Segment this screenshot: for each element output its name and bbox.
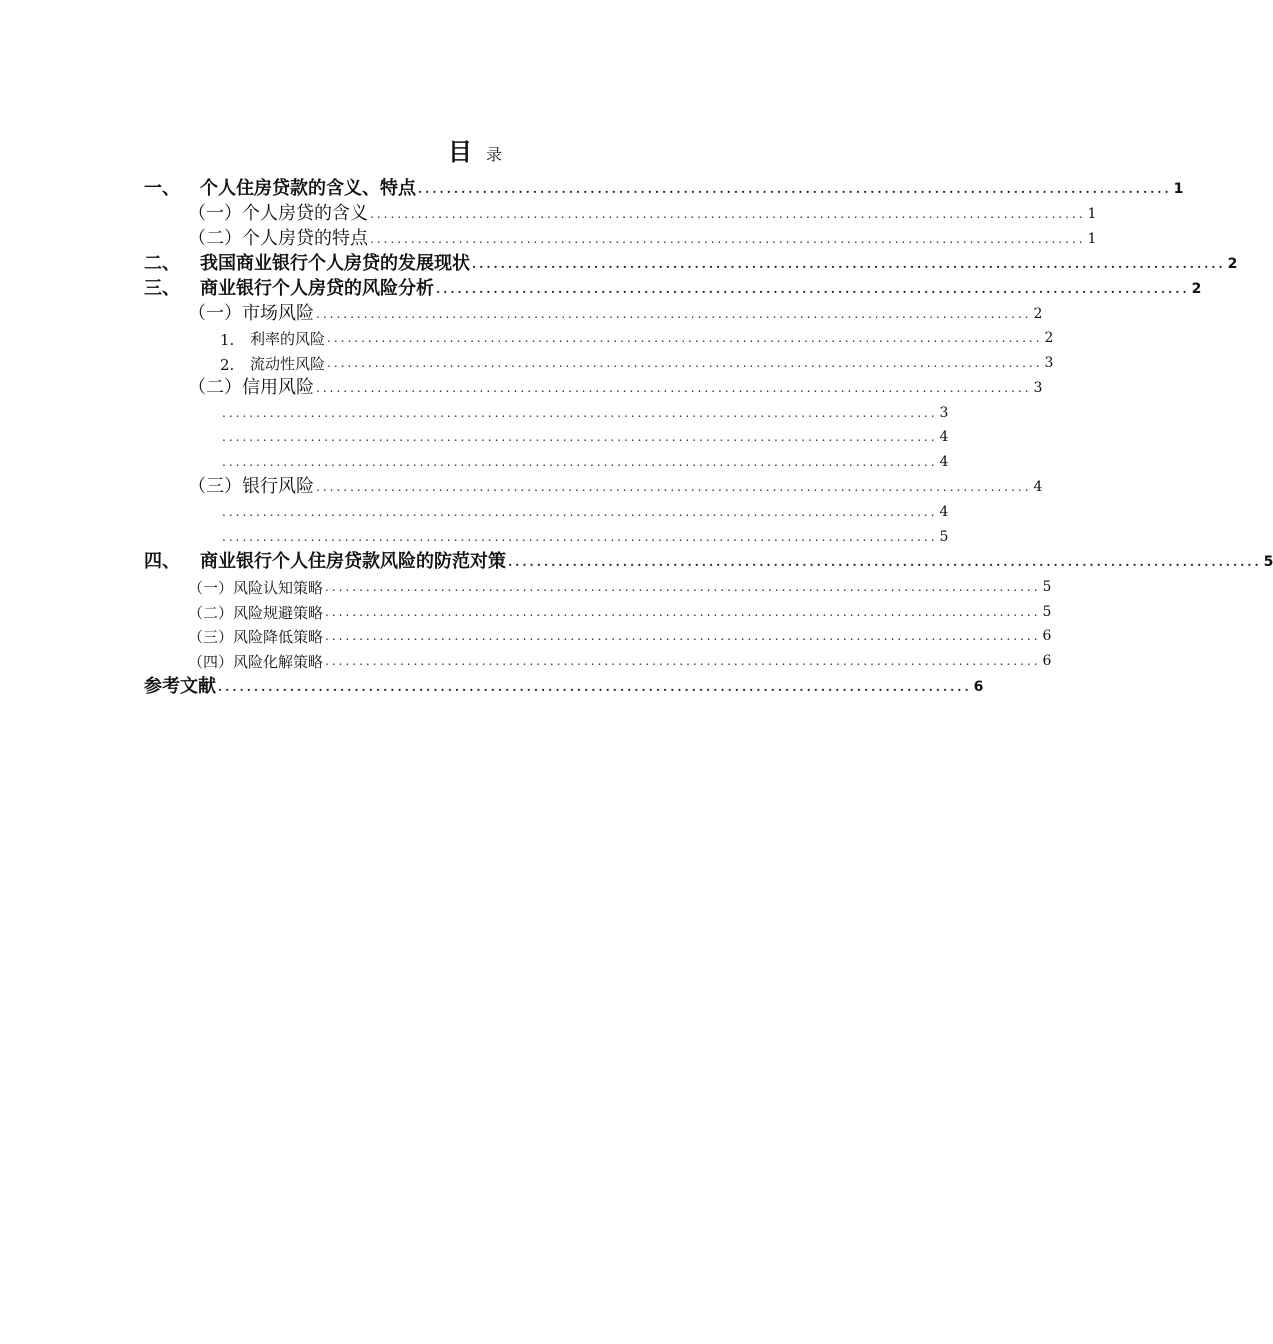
toc-leader-dots: ......................................................................................................... xyxy=(316,480,1032,494)
toc-leader-dots: ......................................................................................................... xyxy=(222,406,938,420)
toc-entry-text: （三）风险降低策略 xyxy=(188,628,324,646)
toc-entry[interactable] xyxy=(144,250,1238,275)
toc-leader-dots: ......................................................................................................... xyxy=(418,182,1172,196)
toc-entry-text: （一）个人房贷的含义 xyxy=(188,203,368,224)
toc-entry-text: 商业银行个人住房贷款风险的防范对策 xyxy=(200,551,506,572)
toc-entry-page: 3 xyxy=(939,405,949,421)
toc-entry-page: 5 xyxy=(1042,579,1052,595)
toc-entry-page: 2 xyxy=(1191,281,1202,297)
toc-leader-dots: ......................................................................................................... xyxy=(316,307,1032,321)
toc-entry-text: 流动性风险 xyxy=(250,355,326,373)
toc-entry-text: 商业银行个人房贷的风险分析 xyxy=(200,278,434,299)
toc-entry-page: 4 xyxy=(939,454,949,470)
toc-entry[interactable] xyxy=(188,200,1097,225)
toc-leader-dots: ......................................................................................................... xyxy=(436,282,1190,296)
toc-leader-dots: ......................................................................................................... xyxy=(325,580,1041,594)
toc-entry[interactable] xyxy=(220,498,949,523)
toc-entry[interactable] xyxy=(188,225,1097,250)
toc-leader-dots: ......................................................................................................... xyxy=(218,680,972,694)
toc-entry-page: 2 xyxy=(1044,330,1054,346)
toc-entry-text: （二）个人房贷的特点 xyxy=(188,228,368,249)
toc-entry[interactable] xyxy=(220,523,949,548)
toc-entry[interactable] xyxy=(220,349,1054,374)
toc-entry-page: 1 xyxy=(1087,206,1097,222)
toc-entry-page: 2 xyxy=(1227,256,1238,272)
toc-entry-number: 二、 xyxy=(144,253,180,274)
toc-entry-number: 2. xyxy=(220,356,235,374)
toc-entry-page: 5 xyxy=(1042,604,1052,620)
toc-leader-dots: ......................................................................................................... xyxy=(325,629,1041,643)
toc-entry[interactable] xyxy=(220,324,1054,349)
toc-entry-page: 1 xyxy=(1173,181,1184,197)
toc-entry-text: （二）风险规避策略 xyxy=(188,604,324,622)
toc-entry[interactable] xyxy=(188,473,1043,498)
toc-entry-page: 5 xyxy=(1263,554,1273,570)
toc-entry[interactable] xyxy=(188,622,1052,647)
toc-leader-dots: ......................................................................................................... xyxy=(316,381,1032,395)
toc-leader-dots: ......................................................................................................... xyxy=(327,331,1043,345)
toc-entry-number: 四、 xyxy=(144,551,180,572)
toc-entry[interactable] xyxy=(188,374,1043,399)
toc-leader-dots: ......................................................................................................... xyxy=(327,356,1043,370)
toc-entry[interactable] xyxy=(144,548,1273,573)
toc-leader-dots: ......................................................................................................... xyxy=(325,654,1041,668)
toc-leader-dots: ......................................................................................................... xyxy=(370,207,1086,221)
toc-title-main: 目 xyxy=(447,138,472,166)
toc-entry-text: 参考文献 xyxy=(144,676,216,697)
toc-entry[interactable] xyxy=(188,647,1052,672)
toc-leader-dots: ......................................................................................................... xyxy=(508,555,1262,569)
toc-entry-text: 我国商业银行个人房贷的发展现状 xyxy=(200,253,470,274)
toc-entry-page: 3 xyxy=(1033,380,1043,396)
toc-leader-dots: ......................................................................................................... xyxy=(222,430,938,444)
toc-entry-number: 三、 xyxy=(144,278,180,299)
toc-leader-dots: ......................................................................................................... xyxy=(472,257,1226,271)
toc-leader-dots: ......................................................................................................... xyxy=(370,232,1086,246)
toc-entry[interactable] xyxy=(188,300,1043,325)
toc-entry-text: 利率的风险 xyxy=(250,330,326,348)
toc-entry-page: 6 xyxy=(1042,628,1052,644)
toc-entry-page: 1 xyxy=(1087,231,1097,247)
toc-entry-page: 4 xyxy=(939,429,949,445)
toc-entry-text: 个人住房贷款的含义、特点 xyxy=(200,178,416,199)
toc-entry[interactable] xyxy=(144,275,1202,300)
toc-entry-text: （四）风险化解策略 xyxy=(188,653,324,671)
toc-entry-page: 5 xyxy=(939,529,949,545)
toc-entry[interactable] xyxy=(220,423,949,448)
toc-leader-dots: ......................................................................................................... xyxy=(222,455,938,469)
toc-entry[interactable] xyxy=(220,448,949,473)
toc-entry-page: 3 xyxy=(1044,355,1054,371)
toc-leader-dots: ......................................................................................................... xyxy=(325,605,1041,619)
toc-leader-dots: ......................................................................................................... xyxy=(222,505,938,519)
toc-entry-text: （二）信用风险 xyxy=(188,377,314,398)
toc-entry-page: 6 xyxy=(1042,653,1052,669)
toc-entry-text: （三）银行风险 xyxy=(188,476,314,497)
toc-entry-page: 4 xyxy=(1033,479,1043,495)
toc-entry-number: 一、 xyxy=(144,178,180,199)
toc-entry-page: 2 xyxy=(1033,306,1043,322)
toc-entry-page: 4 xyxy=(939,504,949,520)
toc-entry-number: 1. xyxy=(220,331,235,349)
toc-entry[interactable] xyxy=(188,598,1052,623)
toc-entry[interactable] xyxy=(188,573,1052,598)
toc-leader-dots: ......................................................................................................... xyxy=(222,530,938,544)
toc-entry-text: （一）风险认知策略 xyxy=(188,579,324,597)
toc-title-sub: 录 xyxy=(485,145,502,164)
toc-entry-text: （一）市场风险 xyxy=(188,303,314,324)
toc-entry[interactable] xyxy=(144,175,1184,200)
toc-entry[interactable] xyxy=(220,399,949,424)
toc-entry-references[interactable] xyxy=(144,673,984,698)
toc-entry-page: 6 xyxy=(973,679,984,695)
